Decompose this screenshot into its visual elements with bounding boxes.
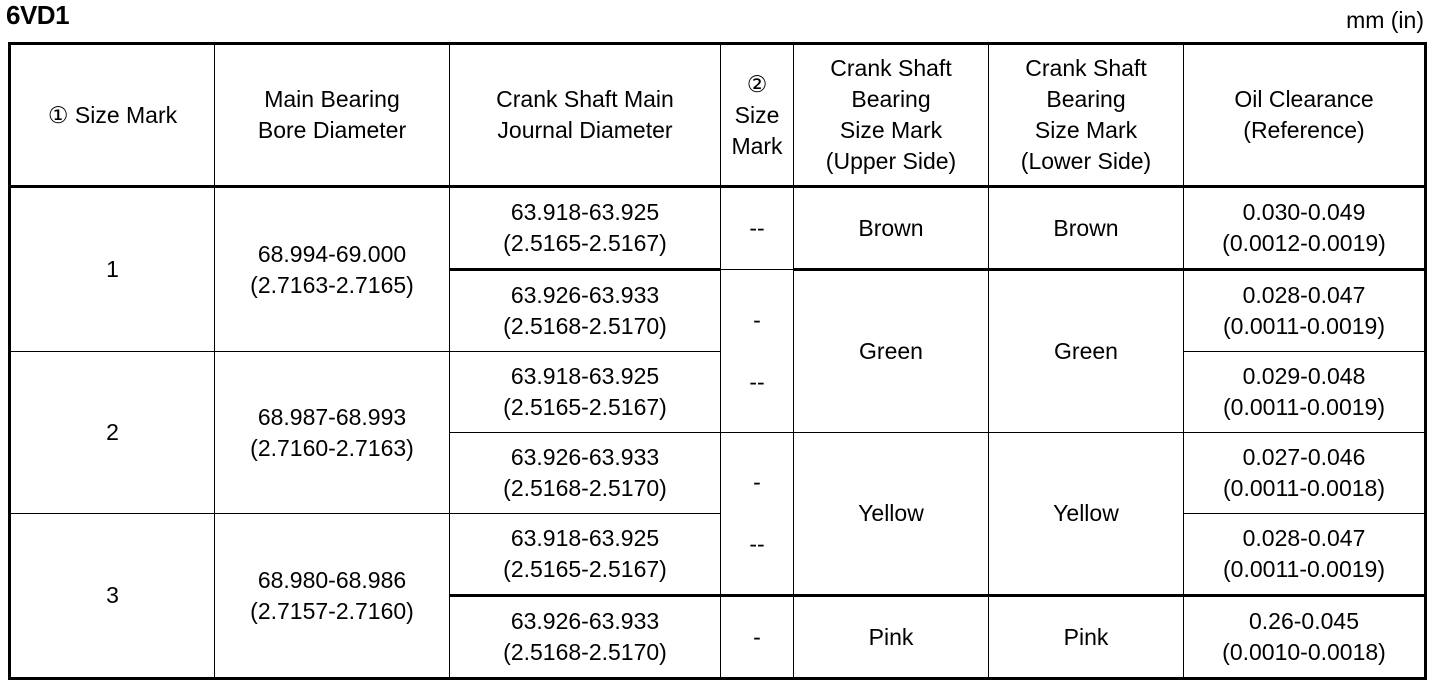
bore-mm: 68.994-69.000	[257, 240, 407, 267]
clearance-in: (0.0010-0.0018)	[1222, 639, 1386, 665]
size-mark-2-cell	[721, 596, 794, 679]
clearance-mm: 0.26-0.045	[1249, 608, 1359, 634]
header-size-mark-2	[721, 44, 794, 187]
table-row	[10, 352, 1426, 433]
lower-color: Brown	[1053, 214, 1119, 241]
size-mark-1-cell	[10, 352, 215, 514]
journal-mm: 63.918-63.925	[510, 525, 660, 551]
lower-color-cell	[989, 596, 1184, 679]
upper-color-cell	[794, 270, 989, 433]
header-size-mark-2-line1: ②	[746, 70, 768, 97]
journal-in: (2.5165-2.5167)	[503, 230, 667, 256]
clearance-mm: 0.028-0.047	[1242, 282, 1366, 308]
header-lower-line3: Size Mark	[1034, 117, 1138, 143]
journal-in: (2.5165-2.5167)	[503, 394, 667, 420]
clearance-in: (0.0011-0.0019)	[1223, 394, 1385, 420]
size-mark-2-value: -	[753, 306, 761, 333]
table-row	[10, 514, 1426, 596]
journal-mm: 63.926-63.933	[510, 444, 660, 470]
lower-color-cell	[989, 270, 1184, 433]
journal-in: (2.5168-2.5170)	[503, 639, 667, 665]
size-mark-2-cell	[721, 187, 794, 270]
journal-mm: 63.918-63.925	[510, 363, 660, 389]
header-row	[10, 44, 1426, 187]
clearance-cell	[1184, 270, 1426, 352]
bore-mm: 68.987-68.993	[257, 403, 407, 430]
journal-cell	[450, 187, 721, 270]
bore-diameter-cell	[215, 352, 450, 514]
size-mark-2-value: -	[753, 623, 761, 650]
header-journal-line2: Journal Diameter	[497, 117, 673, 143]
clearance-cell	[1184, 352, 1426, 433]
size-mark-1-value: 3	[106, 582, 119, 608]
size-mark-2-value: --	[749, 368, 765, 395]
header-journal-line1: Crank Shaft Main	[496, 86, 674, 112]
header-clearance-line2: (Reference)	[1243, 117, 1365, 143]
header-bore-line1: Main Bearing	[264, 86, 400, 112]
clearance-in: (0.0011-0.0018)	[1223, 475, 1385, 501]
journal-mm: 63.918-63.925	[510, 199, 660, 225]
header-upper-line2: Bearing	[851, 86, 931, 112]
size-mark-1-value: 2	[106, 419, 119, 445]
header-journal-diameter	[450, 44, 721, 187]
lower-color: Green	[1054, 338, 1118, 364]
lower-color: Pink	[1063, 623, 1109, 650]
upper-color-cell	[794, 433, 989, 596]
journal-cell	[450, 514, 721, 596]
header-upper-line4: (Upper Side)	[825, 148, 957, 174]
bore-diameter-cell	[215, 514, 450, 679]
clearance-cell	[1184, 433, 1426, 514]
size-mark-2-value: --	[749, 215, 765, 241]
journal-in: (2.5168-2.5170)	[503, 475, 667, 501]
header-upper-line1: Crank Shaft	[830, 55, 952, 81]
header-lower-line1: Crank Shaft	[1025, 55, 1147, 81]
header-lower-line4: (Lower Side)	[1020, 148, 1152, 174]
journal-cell	[450, 433, 721, 514]
journal-mm: 63.926-63.933	[510, 608, 660, 634]
journal-cell	[450, 596, 721, 679]
size-mark-2-value: -	[753, 469, 761, 495]
size-mark-1-cell	[10, 514, 215, 679]
clearance-cell	[1184, 596, 1426, 679]
journal-cell	[450, 270, 721, 352]
header-upper-line3: Size Mark	[839, 117, 943, 143]
header-lower-side	[989, 44, 1184, 187]
header-size-mark-2-line2: Size	[734, 101, 780, 128]
bore-in: (2.7160-2.7163)	[250, 434, 414, 461]
header-lower-line2: Bearing	[1046, 86, 1126, 112]
bore-in: (2.7163-2.7165)	[250, 271, 414, 298]
header-oil-clearance	[1184, 44, 1426, 187]
bearing-selection-table	[8, 42, 1427, 680]
bore-in: (2.7157-2.7160)	[250, 597, 414, 624]
clearance-cell	[1184, 187, 1426, 270]
size-mark-2-cell	[721, 270, 794, 433]
unit-label: mm (in)	[1346, 7, 1424, 33]
clearance-mm: 0.027-0.046	[1242, 444, 1366, 470]
clearance-mm: 0.028-0.047	[1242, 525, 1366, 551]
upper-color: Yellow	[858, 500, 924, 526]
clearance-mm: 0.029-0.048	[1242, 363, 1366, 389]
header-size-mark-2-line3: Mark	[731, 132, 783, 159]
lower-color-cell	[989, 433, 1184, 596]
upper-color: Pink	[868, 623, 914, 650]
lower-color-cell	[989, 187, 1184, 270]
header-size-mark-1-label: ① Size Mark	[47, 101, 178, 128]
journal-cell	[450, 352, 721, 433]
upper-color-cell	[794, 596, 989, 679]
size-mark-1-cell	[10, 187, 215, 352]
clearance-cell	[1184, 514, 1426, 596]
journal-mm: 63.926-63.933	[510, 282, 660, 308]
clearance-mm: 0.030-0.049	[1242, 199, 1366, 225]
journal-in: (2.5165-2.5167)	[503, 556, 667, 582]
size-mark-2-cell	[721, 433, 794, 596]
journal-in: (2.5168-2.5170)	[503, 313, 667, 339]
bore-diameter-cell	[215, 187, 450, 352]
page-title: 6VD1	[6, 0, 70, 30]
table-row	[10, 187, 1426, 270]
clearance-in: (0.0012-0.0019)	[1222, 230, 1386, 256]
header-bore-line2: Bore Diameter	[257, 117, 407, 143]
clearance-in: (0.0011-0.0019)	[1223, 313, 1385, 339]
size-mark-1-value: 1	[106, 256, 119, 282]
upper-color-cell	[794, 187, 989, 270]
header-size-mark-1	[10, 44, 215, 187]
clearance-in: (0.0011-0.0019)	[1223, 556, 1385, 582]
size-mark-2-value: --	[749, 531, 765, 557]
header-upper-side	[794, 44, 989, 187]
lower-color: Yellow	[1053, 500, 1119, 526]
bore-mm: 68.980-68.986	[257, 566, 407, 593]
upper-color: Green	[859, 338, 923, 364]
header-clearance-line1: Oil Clearance	[1234, 86, 1374, 112]
header-bore-diameter	[215, 44, 450, 187]
upper-color: Brown	[858, 214, 924, 241]
